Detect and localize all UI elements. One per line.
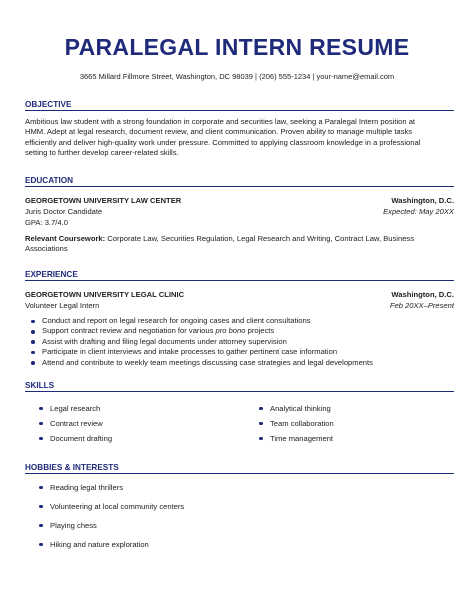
bullet-icon <box>39 422 43 426</box>
skill-text: Contract review <box>50 419 103 428</box>
resume-title: PARALEGAL INTERN RESUME <box>64 34 410 60</box>
gpa: GPA: 3.7/4.0 <box>25 218 68 227</box>
list-item <box>36 431 236 446</box>
coursework-list: Corporate Law, Securities Regulation, Legal Research and Writing, Contract Law, Business <box>105 234 415 243</box>
bullet-icon <box>31 340 35 344</box>
bullet-icon <box>31 330 35 334</box>
hobby-text: Volunteering at local community centers <box>50 502 185 511</box>
list-item <box>36 516 336 535</box>
list-item <box>28 316 454 326</box>
degree: Juris Doctor Candidate <box>25 207 103 216</box>
experience-row-role <box>25 301 454 312</box>
list-item <box>28 358 454 368</box>
experience-dates: Feb 20XX–Present <box>389 301 454 310</box>
bullet-text: Support contract review and negotiation for various <box>42 326 216 336</box>
list-item <box>28 347 454 357</box>
skill-text: Analytical thinking <box>270 404 331 413</box>
bullet-icon <box>39 486 43 490</box>
list-item <box>28 326 454 336</box>
bullet-text: Participate in client interviews and intake processes to gather pertinent case information <box>42 347 338 357</box>
hobby-text: Playing chess <box>50 521 97 530</box>
skills-heading: SKILLS <box>25 381 454 392</box>
bullet-icon <box>259 422 263 426</box>
bullet-icon <box>259 437 263 441</box>
hobby-text: Reading legal thrillers <box>50 483 124 492</box>
skill-text: Time management <box>270 434 334 443</box>
bullet-icon <box>31 351 35 355</box>
objective-heading: OBJECTIVE <box>25 100 454 111</box>
coursework-label: Relevant Coursework: <box>25 234 106 243</box>
experience-role: Volunteer Legal Intern <box>25 301 100 310</box>
skills-left-list <box>36 401 236 446</box>
coursework-list-continued: Associations <box>25 244 68 254</box>
bullet-text: projects <box>245 326 275 336</box>
list-item <box>256 431 446 446</box>
experience-location: Washington, D.C. <box>391 290 454 299</box>
education-heading: EDUCATION <box>25 176 454 187</box>
experience-heading: EXPERIENCE <box>25 270 454 281</box>
bullet-icon <box>259 407 263 411</box>
experience-bullets <box>28 316 454 368</box>
coursework <box>25 234 465 255</box>
objective-line: efficiently and deliver high-quality work under pressure. Committed to applying classroom knowledge in a professional <box>25 137 421 147</box>
bullet-text: Assist with drafting and filing legal documents under attorney supervision <box>42 336 287 346</box>
bullet-text: Conduct and report on legal research for ongoing cases and client consultations <box>42 316 311 325</box>
bullet-icon <box>39 407 43 411</box>
objective-line: Ambitious law student with a strong foundation in corporate and securities law, seeking a Paralegal Intern position at <box>25 117 416 126</box>
bullet-icon <box>39 437 43 441</box>
experience-row-org <box>25 290 454 301</box>
objective-line: HMM. Adept at legal research, document review, and client communication. Proven ability to manage multiple tasks <box>25 127 413 137</box>
hobby-text: Hiking and nature exploration <box>50 540 149 549</box>
contact-info: 3665 Millard Fillmore Street, Washington, DC 98039 | (206) 555-1234 | your-name@email.com <box>79 72 395 81</box>
list-item <box>28 337 454 347</box>
school-location: Washington, D.C. <box>391 196 454 205</box>
education-row-degree <box>25 207 454 218</box>
list-item <box>36 497 336 516</box>
experience-org: GEORGETOWN UNIVERSITY LEGAL CLINIC <box>25 290 185 299</box>
skills-right-list <box>256 401 446 446</box>
bullet-icon <box>31 320 35 324</box>
list-item <box>256 401 446 416</box>
list-item <box>36 416 236 431</box>
objective-text <box>25 117 465 159</box>
bullet-icon <box>39 524 43 528</box>
education-row-school <box>25 196 454 207</box>
list-item <box>256 416 446 431</box>
education-row-gpa <box>25 218 454 229</box>
bullet-icon <box>31 361 35 365</box>
bullet-text-italic: pro bono <box>215 326 246 336</box>
expected-date: Expected: May 20XX <box>383 207 454 216</box>
bullet-text: Attend and contribute to weekly team meetings discussing case strategies and legal developments <box>42 357 373 367</box>
hobbies-list <box>36 478 336 554</box>
list-item <box>36 535 336 554</box>
bullet-icon <box>39 505 43 509</box>
skill-text: Team collaboration <box>270 419 334 428</box>
list-item <box>36 478 336 497</box>
skill-text: Legal research <box>50 404 101 413</box>
objective-line: setting to further develop career-related skills. <box>25 148 179 158</box>
bullet-icon <box>39 543 43 547</box>
list-item <box>36 401 236 416</box>
skill-text: Document drafting <box>50 434 113 443</box>
hobbies-heading: HOBBIES & INTERESTS <box>25 463 454 474</box>
school-name: GEORGETOWN UNIVERSITY LAW CENTER <box>25 196 182 205</box>
